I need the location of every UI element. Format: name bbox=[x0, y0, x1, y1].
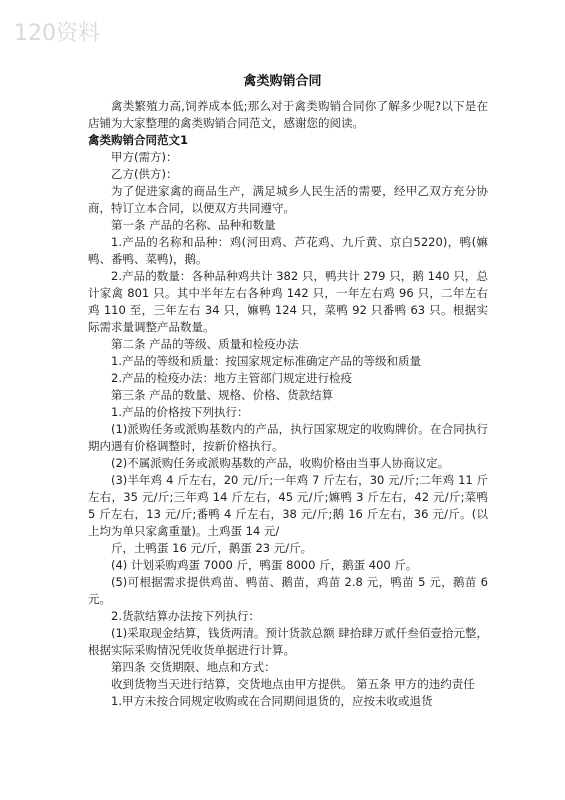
paragraph: 第二条 产品的等级、质量和检疫办法 bbox=[111, 337, 299, 351]
paragraph: (2)不属派购任务或派购基数的产品，收购价格由当事人协商议定。 bbox=[111, 456, 450, 470]
paragraph: 2.货款结算办法按下列执行： bbox=[111, 609, 260, 623]
paragraph: 斤，土鸭蛋 16 元/斤，鹅蛋 23 元/斤。 bbox=[111, 541, 313, 555]
paragraph: 1.产品的名称和品种：鸡(河田鸡、芦花鸡、九斤黄、京白5220)，鸭(嫲鸭、番鸭、菜鸭)，鹅。 bbox=[88, 235, 488, 266]
paragraph: (3)半年鸡 4 斤左右，20 元/斤;一年鸡 7 斤左右，30 元/斤;二年鸡 11 斤左右，35 元/斤;三年鸡 14 斤左右，45 元/斤;嫲鸭 3 斤左右，42 元/斤;菜鸭 5 斤左右，13 元/斤;番鸭 4 斤左右，38 元/斤;鹅 16 斤左右，36 元/斤。(以上均为单只家禽重量)。土鸡蛋 14 元/ bbox=[88, 473, 488, 538]
paragraph: (1)派购任务或派购基数内的产品，执行国家规定的收购牌价。在合同执行期内遇有价格调整时，按新价格执行。 bbox=[88, 422, 488, 453]
paragraph: (5)可根据需求提供鸡苗、鸭苗、鹅苗，鸡苗 2.8 元，鸭苗 5 元，鹅苗 6 元。 bbox=[88, 575, 488, 606]
paragraph: 收到货物当天进行结算，交货地点由甲方提供。 第五条 甲方的违约责任 bbox=[111, 677, 475, 691]
paragraph: (1)采取现金结算，钱货两清。预计货款总额 肆拾肆万贰仟叁佰壹拾元整，根据实际采购情况凭收货单据进行计算。 bbox=[88, 626, 488, 657]
paragraph: 禽类繁殖力高,饲养成本低;那么对于禽类购销合同你了解多少呢?以下是在店铺为大家整理的禽类购销合同范文，感谢您的阅读。 bbox=[88, 99, 488, 130]
paragraph: 甲方(需方)： bbox=[111, 150, 178, 164]
paragraph: (4) 计划采购鸡蛋 7000 斤，鸭蛋 8000 斤，鹅蛋 400 斤。 bbox=[111, 558, 418, 572]
paragraph: 2.产品的数量：各种品种鸡共计 382 只，鸭共计 279 只，鹅 140 只，总计家禽 801 只。其中半年左右各种鸡 142 只，一年左右鸡 96 只，二年左右鸡 110 至，三年左右 34 只，嫲鸭 124 只，菜鸭 92 只番鸭 63 只。根据实际需求量调整产品数量。 bbox=[88, 269, 488, 334]
paragraph: 2.产品的检疫办法：地方主管部门规定进行检疫 bbox=[111, 371, 352, 385]
paragraph: 1.产品的等级和质量：按国家规定标准确定产品的等级和质量 bbox=[111, 354, 421, 368]
paragraph: 1.甲方未按合同规定收购或在合同期间退货的，应按未收或退货 bbox=[111, 694, 433, 708]
document-title: 禽类购销合同 bbox=[243, 74, 322, 89]
paragraph: 为了促进家禽的商品生产，满足城乡人民生活的需要，经甲乙双方充分协商，特订立本合同，以便双方共同遵守。 bbox=[88, 184, 488, 215]
paragraph: 第四条 交货期限、地点和方式： bbox=[111, 660, 276, 674]
paragraph: 第一条 产品的名称、品种和数量 bbox=[111, 218, 276, 232]
paragraph: 第三条 产品的数量、规格、价格、货款结算 bbox=[111, 388, 334, 402]
document-body bbox=[88, 98, 488, 710]
paragraph: 乙方(供方)： bbox=[111, 167, 178, 181]
paragraph: 1.产品的价格按下列执行： bbox=[111, 405, 249, 419]
watermark: 120资料 bbox=[14, 21, 100, 46]
section-heading: 禽类购销合同范文1 bbox=[88, 133, 189, 147]
